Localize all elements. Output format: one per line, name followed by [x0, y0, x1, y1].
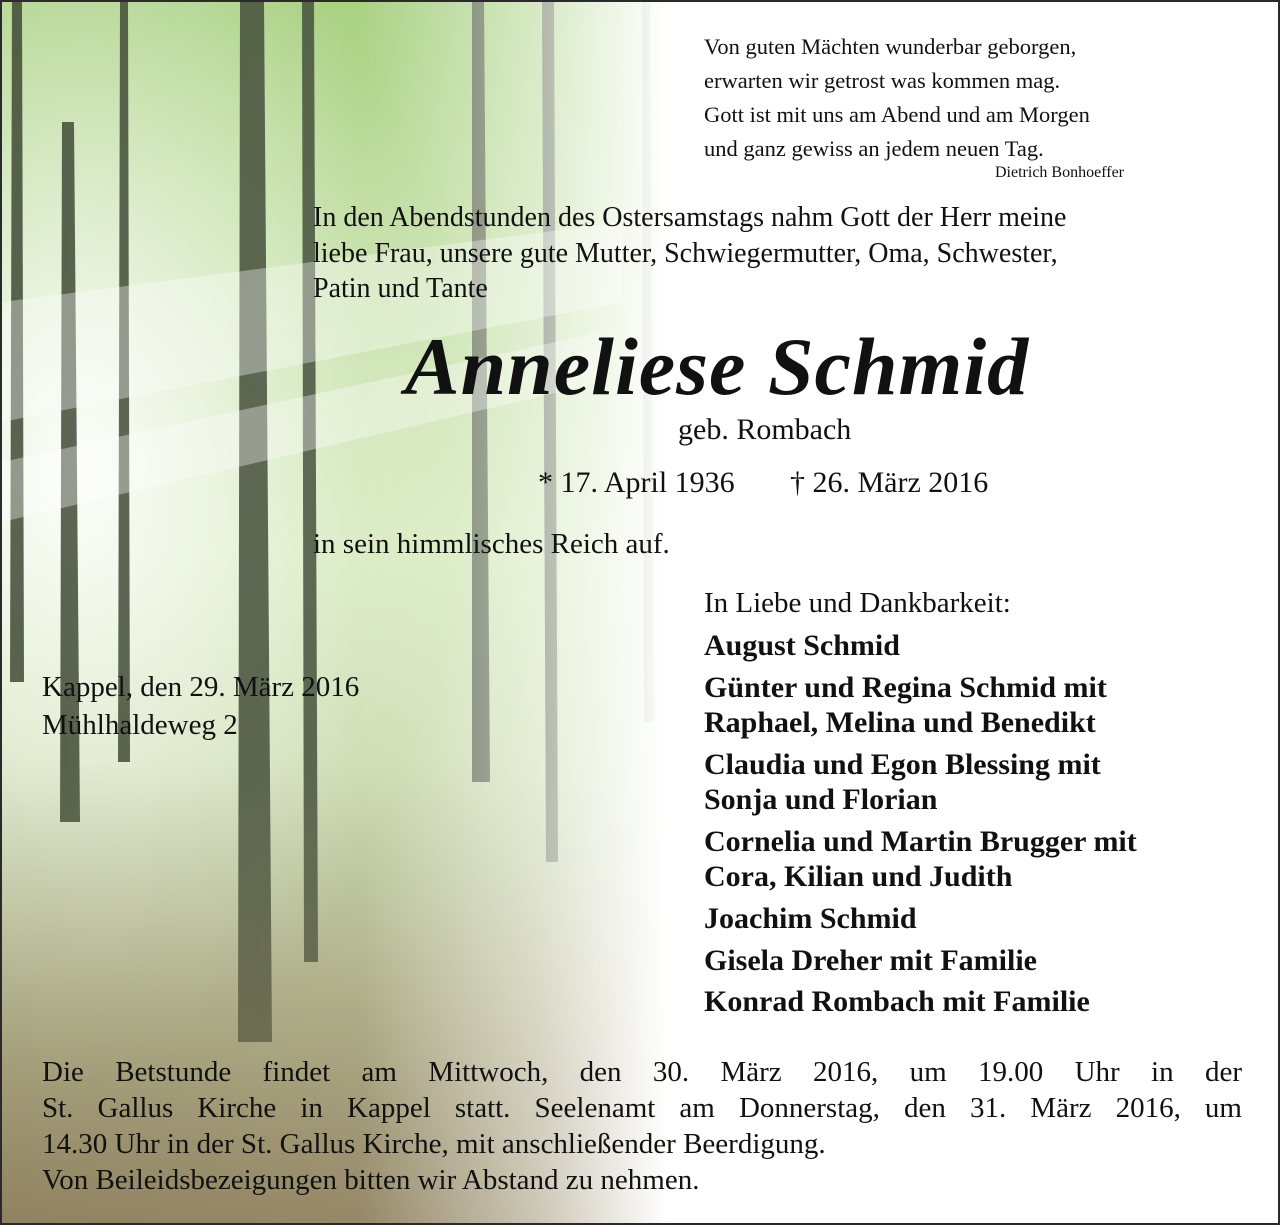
- intro-line: In den Abendstunden des Ostersamstags nahm Gott der Herr meine: [313, 202, 1067, 233]
- place-date: Kappel, den 29. März 2016: [42, 671, 360, 703]
- mourner-line: Cora, Kilian und Judith: [704, 860, 1013, 893]
- service-info-line: St. Gallus Kirche in Kappel statt. Seelenamt am Donnerstag, den 31. März 2016, um: [42, 1092, 1242, 1124]
- mourner-line: Raphael, Melina und Benedikt: [704, 706, 1096, 739]
- mourner-line: Joachim Schmid: [704, 902, 917, 935]
- address: Mühlhaldeweg 2: [42, 709, 238, 741]
- poem-line: erwarten wir getrost was kommen mag.: [704, 68, 1061, 93]
- poem-author: Dietrich Bonhoeffer: [995, 164, 1124, 181]
- maiden-name: geb. Rombach: [678, 413, 852, 446]
- intro-line: Patin und Tante: [313, 273, 488, 304]
- intro-line: liebe Frau, unsere gute Mutter, Schwiegermutter, Oma, Schwester,: [313, 238, 1058, 269]
- poem-line: und ganz gewiss an jedem neuen Tag.: [704, 136, 1044, 161]
- death-date: † 26. März 2016: [790, 466, 989, 499]
- poem-line: Von guten Mächten wunderbar geborgen,: [704, 34, 1077, 59]
- birth-date: * 17. April 1936: [538, 466, 735, 499]
- mourner-line: Gisela Dreher mit Familie: [704, 944, 1037, 977]
- forest-background-image: [2, 2, 1280, 1225]
- mourner-line: Claudia und Egon Blessing mit: [704, 748, 1101, 781]
- mourner-line: Konrad Rombach mit Familie: [704, 985, 1090, 1018]
- poem-line: Gott ist mit uns am Abend und am Morgen: [704, 102, 1090, 127]
- mourners-heading: In Liebe und Dankbarkeit:: [704, 587, 1011, 619]
- closing-line: in sein himmlisches Reich auf.: [313, 528, 670, 560]
- mourner-line: August Schmid: [704, 629, 900, 662]
- service-info-line: Von Beileidsbezeigungen bitten wir Abstand zu nehmen.: [42, 1164, 700, 1196]
- service-info-line: 14.30 Uhr in der St. Gallus Kirche, mit anschließender Beerdigung.: [42, 1128, 826, 1160]
- deceased-name: Anneliese Schmid: [404, 321, 1030, 412]
- mourner-line: Sonja und Florian: [704, 783, 938, 816]
- mourner-line: Cornelia und Martin Brugger mit: [704, 825, 1137, 858]
- mourner-line: Günter und Regina Schmid mit: [704, 671, 1107, 704]
- service-info-line: Die Betstunde findet am Mittwoch, den 30. März 2016, um 19.00 Uhr in der: [42, 1056, 1242, 1088]
